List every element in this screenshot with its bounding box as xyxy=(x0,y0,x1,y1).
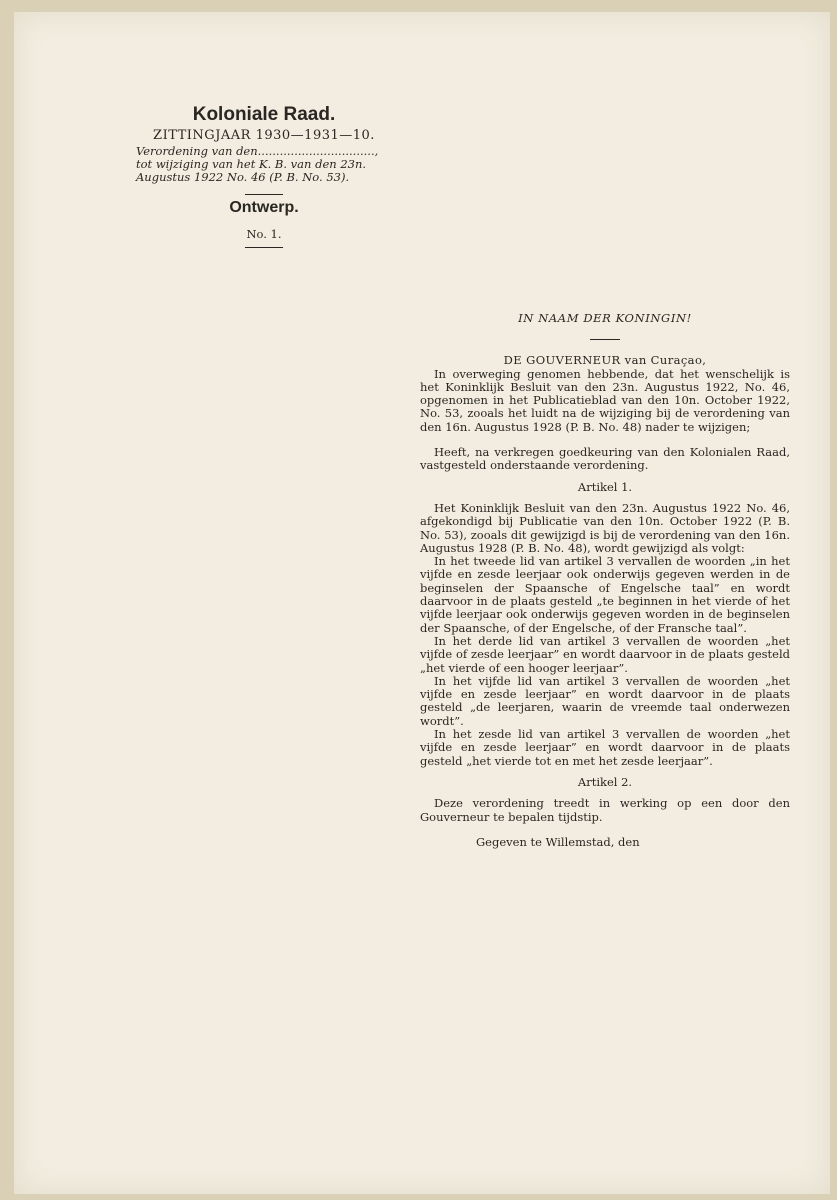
article-1-intro: Het Koninklijk Besluit van den 23n. Augustus 1922 No. 46, afgekondigd bij Publicatie van den 10n. October 1922 (P. B. No. 53), zooals dit gewijzigd is bij de verordening van den 16n. Augustus 1928 (P. B. No. 48), wordt gewijzigd als volgt: xyxy=(420,500,790,555)
article-1-paragraph: In het derde lid van artikel 3 vervallen de woorden „het vijfde of zesde leerjaar” en wordt daarvoor in de plaats gesteld „het vierde of een hooger leerjaar”. xyxy=(420,633,790,675)
council-title: Koloniale Raad. xyxy=(192,104,336,125)
document-page xyxy=(14,12,830,1194)
document-header xyxy=(134,104,394,248)
article-1-paragraph: In het tweede lid van artikel 3 vervallen de woorden „in het vijfde en zesde leerjaar ook onderwijs gegeven werden in de beginselen der Spaansche of Engelsche taal” en wordt daarvoor in de plaats gesteld „te beginnen in het vierde of het vijfde leerjaar ook onderwijs gegeven worden in de beginselen der Spaansche, of der Engelsche, of der Fransche taal”. xyxy=(420,554,790,635)
authority: DE GOUVERNEUR van Curaçao, xyxy=(503,353,707,368)
given-at-line: Gegeven te Willemstad, den xyxy=(476,834,640,849)
draft-number: No. 1. xyxy=(246,227,282,241)
draft-label: Ontwerp. xyxy=(229,199,299,216)
article-1-heading: Artikel 1. xyxy=(577,479,633,494)
enacting-clause: Heeft, na verkregen goedkeuring van den Kolonialen Raad, vastgesteld onderstaande verordening. xyxy=(420,445,790,473)
invocation: IN NAAM DER KONINGIN! xyxy=(518,311,692,325)
decree-body xyxy=(420,312,790,849)
session-year: ZITTINGJAAR 1930—1931—10. xyxy=(153,128,375,143)
subject-line: Verordening van den................................, tot wijziging van het K. B. van den 23n. Augustus 1922 No. 46 (P. B. No. 53). xyxy=(136,144,379,184)
article-1-paragraph: In het zesde lid van artikel 3 vervallen de woorden „het vijfde en zesde leerjaar” en wordt daarvoor in de plaats gesteld „het vierde tot en met het zesde leerjaar”. xyxy=(420,727,790,768)
invocation-divider xyxy=(590,339,620,340)
article-2-heading: Artikel 2. xyxy=(577,774,633,789)
number-divider xyxy=(245,247,283,248)
article-2-text: Deze verordening treedt in werking op een door den Gouverneur te bepalen tijdstip. xyxy=(420,796,790,824)
header-divider xyxy=(245,194,283,195)
considering-clause: In overweging genomen hebbende, dat het wenschelijk is het Koninklijk Besluit van den 23n. Augustus 1922, No. 46, opgenomen in het Publicatieblad van den 10n. October 1922, No. 53, zooals het luidt na de wijziging bij de verordening van den 16n. Augustus 1928 (P. B. No. 48) nader te wijzigen; xyxy=(420,366,790,434)
article-1-paragraph: In het vijfde lid van artikel 3 vervallen de woorden „het vijfde en zesde leerjaar” en wordt daarvoor in de plaats gesteld „de leerjaren, waarin de vreemde taal onderwezen wordt”. xyxy=(420,673,790,728)
